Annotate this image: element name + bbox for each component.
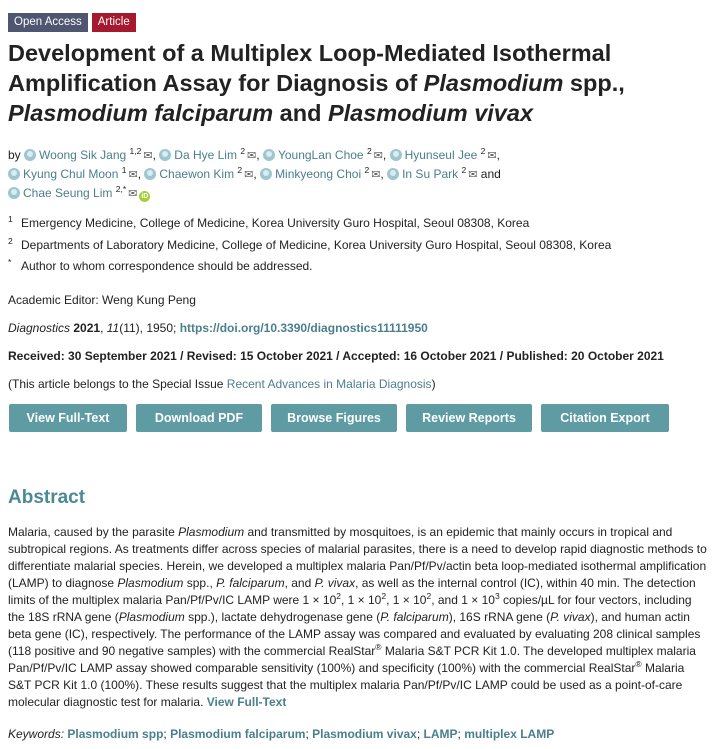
abstract-heading: Abstract: [8, 487, 86, 508]
article-title: Development of a Multiplex Loop-Mediated Isothermal Amplification Assay for Diagnosis of Plasmodium spp., Plasmodium falciparum and Plasmodium vivax: [8, 40, 625, 126]
author: YoungLan Choe $^2$ ✉,: [263, 148, 386, 162]
author-link[interactable]: Minkyeong Choi: [275, 167, 362, 181]
citation: Diagnostics 2021, 11(11), 1950; https://doi.org/10.3390/diagnostics11111950: [8, 321, 428, 335]
academic-editor: Academic Editor: Weng Kung Peng: [8, 293, 196, 307]
author: Chae Seung Lim $^{2,*}$ ✉ iD: [8, 186, 150, 200]
author: Da Hye Lim $^2$ ✉,: [159, 148, 259, 162]
author-link[interactable]: Hyunseul Jee: [404, 148, 478, 162]
mail-icon[interactable]: ✉: [128, 188, 138, 200]
author: Minkyeong Choi $^2$ ✉,: [260, 167, 384, 181]
doi-link[interactable]: https://doi.org/10.3390/diagnostics11111950: [179, 321, 428, 335]
person-icon: [8, 187, 20, 199]
mail-icon[interactable]: ✉: [373, 150, 383, 162]
and-label: and: [480, 167, 501, 181]
affiliation: 1 Emergency Medicine, College of Medicine, Korea University Guro Hospital, Seoul 08308, Korea: [8, 214, 530, 230]
person-icon: [387, 168, 399, 180]
abstract-text: Malaria, caused by the parasite Plasmodium and transmitted by mosquitoes, is an epidemic that mainly occurs in tropical and subtropical regions. As treatments differ across species of malarial parasites, there is a need to develop rapid diagnostic methods to differentiate malarial species. Herein, we developed a multiplex malaria Pan/Pf/Pv/actin beta loop-mediated isothermal amplification (LAMP) to diagnose Plasmodium spp., P. falciparum, and P. vivax, as well as the internal control (IC), within 40 min. The detection limits of the multiplex malaria Pan/Pf/Pv/IC LAMP were $1 \times 10^2$, $1 \times 10^2$, $1 \times 10^2$, and $1 \times 10^3$ copies/µL for four vectors, including the 18S rRNA gene (Plasmodium spp.), lactate dehydrogenase gene (P. falciparum), 16S rRNA gene (P. vivax), and human actin beta gene (IC), respectively. The performance of the LAMP assay was compared and evaluated by evaluating 208 clinical samples (118 positive and 90 negative samples) with the commercial RealStar® Malaria S&T PCR Kit 1.0. The developed multiplex malaria Pan/Pf/Pv/IC LAMP assay showed comparable sensitivity (100%) and specificity (100%) with the commercial RealStar® Malaria S&T PCR Kit 1.0 (100%). These results suggest that the multiplex malaria Pan/Pf/Pv/IC LAMP could be used as a point-of-care molecular diagnostic test for malaria. View Full-Text: [8, 525, 707, 709]
keyword-link[interactable]: Plasmodium falciparum: [170, 727, 306, 741]
badges: [8, 13, 136, 32]
keyword-link[interactable]: Plasmodium spp: [67, 727, 164, 741]
orcid-icon[interactable]: iD: [141, 193, 149, 200]
affiliation: 2 Departments of Laboratory Medicine, College of Medicine, Korea University Guro Hospital, Seoul 08308, Korea: [8, 235, 612, 252]
author: In Su Park $^2$ ✉: [387, 167, 477, 181]
special-issue: (This article belongs to the Special Issue Recent Advances in Malaria Diagnosis): [8, 377, 436, 391]
mail-icon[interactable]: ✉: [487, 150, 497, 162]
person-icon: [390, 149, 402, 161]
browse-figures-button[interactable]: Browse Figures: [271, 404, 397, 432]
by-label: by: [8, 148, 21, 162]
open-access-badge[interactable]: Open Access: [8, 13, 88, 32]
mail-icon[interactable]: ✉: [247, 150, 257, 162]
author-link[interactable]: Chae Seung Lim: [23, 186, 113, 200]
author: Chaewon Kim $^2$ ✉,: [144, 167, 256, 181]
keyword-link[interactable]: multiplex LAMP: [464, 727, 555, 741]
mail-icon[interactable]: ✉: [468, 169, 478, 181]
mail-icon[interactable]: ✉: [371, 169, 381, 181]
person-icon: [263, 149, 275, 161]
keyword-link[interactable]: LAMP: [423, 727, 458, 741]
article-type-badge: Article: [92, 13, 136, 32]
mail-icon[interactable]: ✉: [128, 169, 138, 181]
affiliations: [8, 213, 708, 278]
author-link[interactable]: YoungLan Choe: [277, 148, 364, 162]
author: Woong Sik Jang $^{1,2}$ ✉,: [24, 148, 156, 162]
author-link[interactable]: In Su Park: [402, 167, 459, 181]
special-issue-link[interactable]: Recent Advances in Malaria Diagnosis: [226, 377, 432, 391]
mail-icon[interactable]: ✉: [244, 169, 254, 181]
keyword-link[interactable]: Plasmodium vivax: [312, 727, 417, 741]
author: Hyunseul Jee $^2$ ✉,: [390, 148, 500, 162]
person-icon: [8, 168, 20, 180]
person-icon: [24, 149, 36, 161]
person-icon: [144, 168, 156, 180]
author-link[interactable]: Da Hye Lim: [174, 148, 237, 162]
person-icon: [260, 168, 272, 180]
author-list: [8, 146, 713, 203]
abstract-full-text-link[interactable]: View Full-Text: [206, 695, 287, 709]
keywords: Keywords: Plasmodium spp; Plasmodium falciparum; Plasmodium vivax; LAMP; multiplex LAMP: [8, 727, 555, 741]
publication-dates: Received: 30 September 2021 / Revised: 15 October 2021 / Accepted: 16 October 2021 / Published: 20 October 2021: [8, 349, 664, 363]
action-buttons: [9, 404, 669, 432]
review-reports-button[interactable]: Review Reports: [406, 404, 532, 432]
author-link[interactable]: Chaewon Kim: [159, 167, 235, 181]
author-link[interactable]: Woong Sik Jang: [39, 148, 127, 162]
mail-icon[interactable]: ✉: [143, 150, 153, 162]
affiliation: * Author to whom correspondence should be addressed.: [8, 257, 313, 273]
citation-export-button[interactable]: Citation Export: [541, 404, 669, 432]
author-link[interactable]: Kyung Chul Moon: [23, 167, 119, 181]
download-pdf-button[interactable]: Download PDF: [136, 404, 262, 432]
person-icon: [159, 149, 171, 161]
author: Kyung Chul Moon $^1$ ✉,: [8, 167, 141, 181]
view-full-text-button[interactable]: View Full-Text: [9, 404, 127, 432]
